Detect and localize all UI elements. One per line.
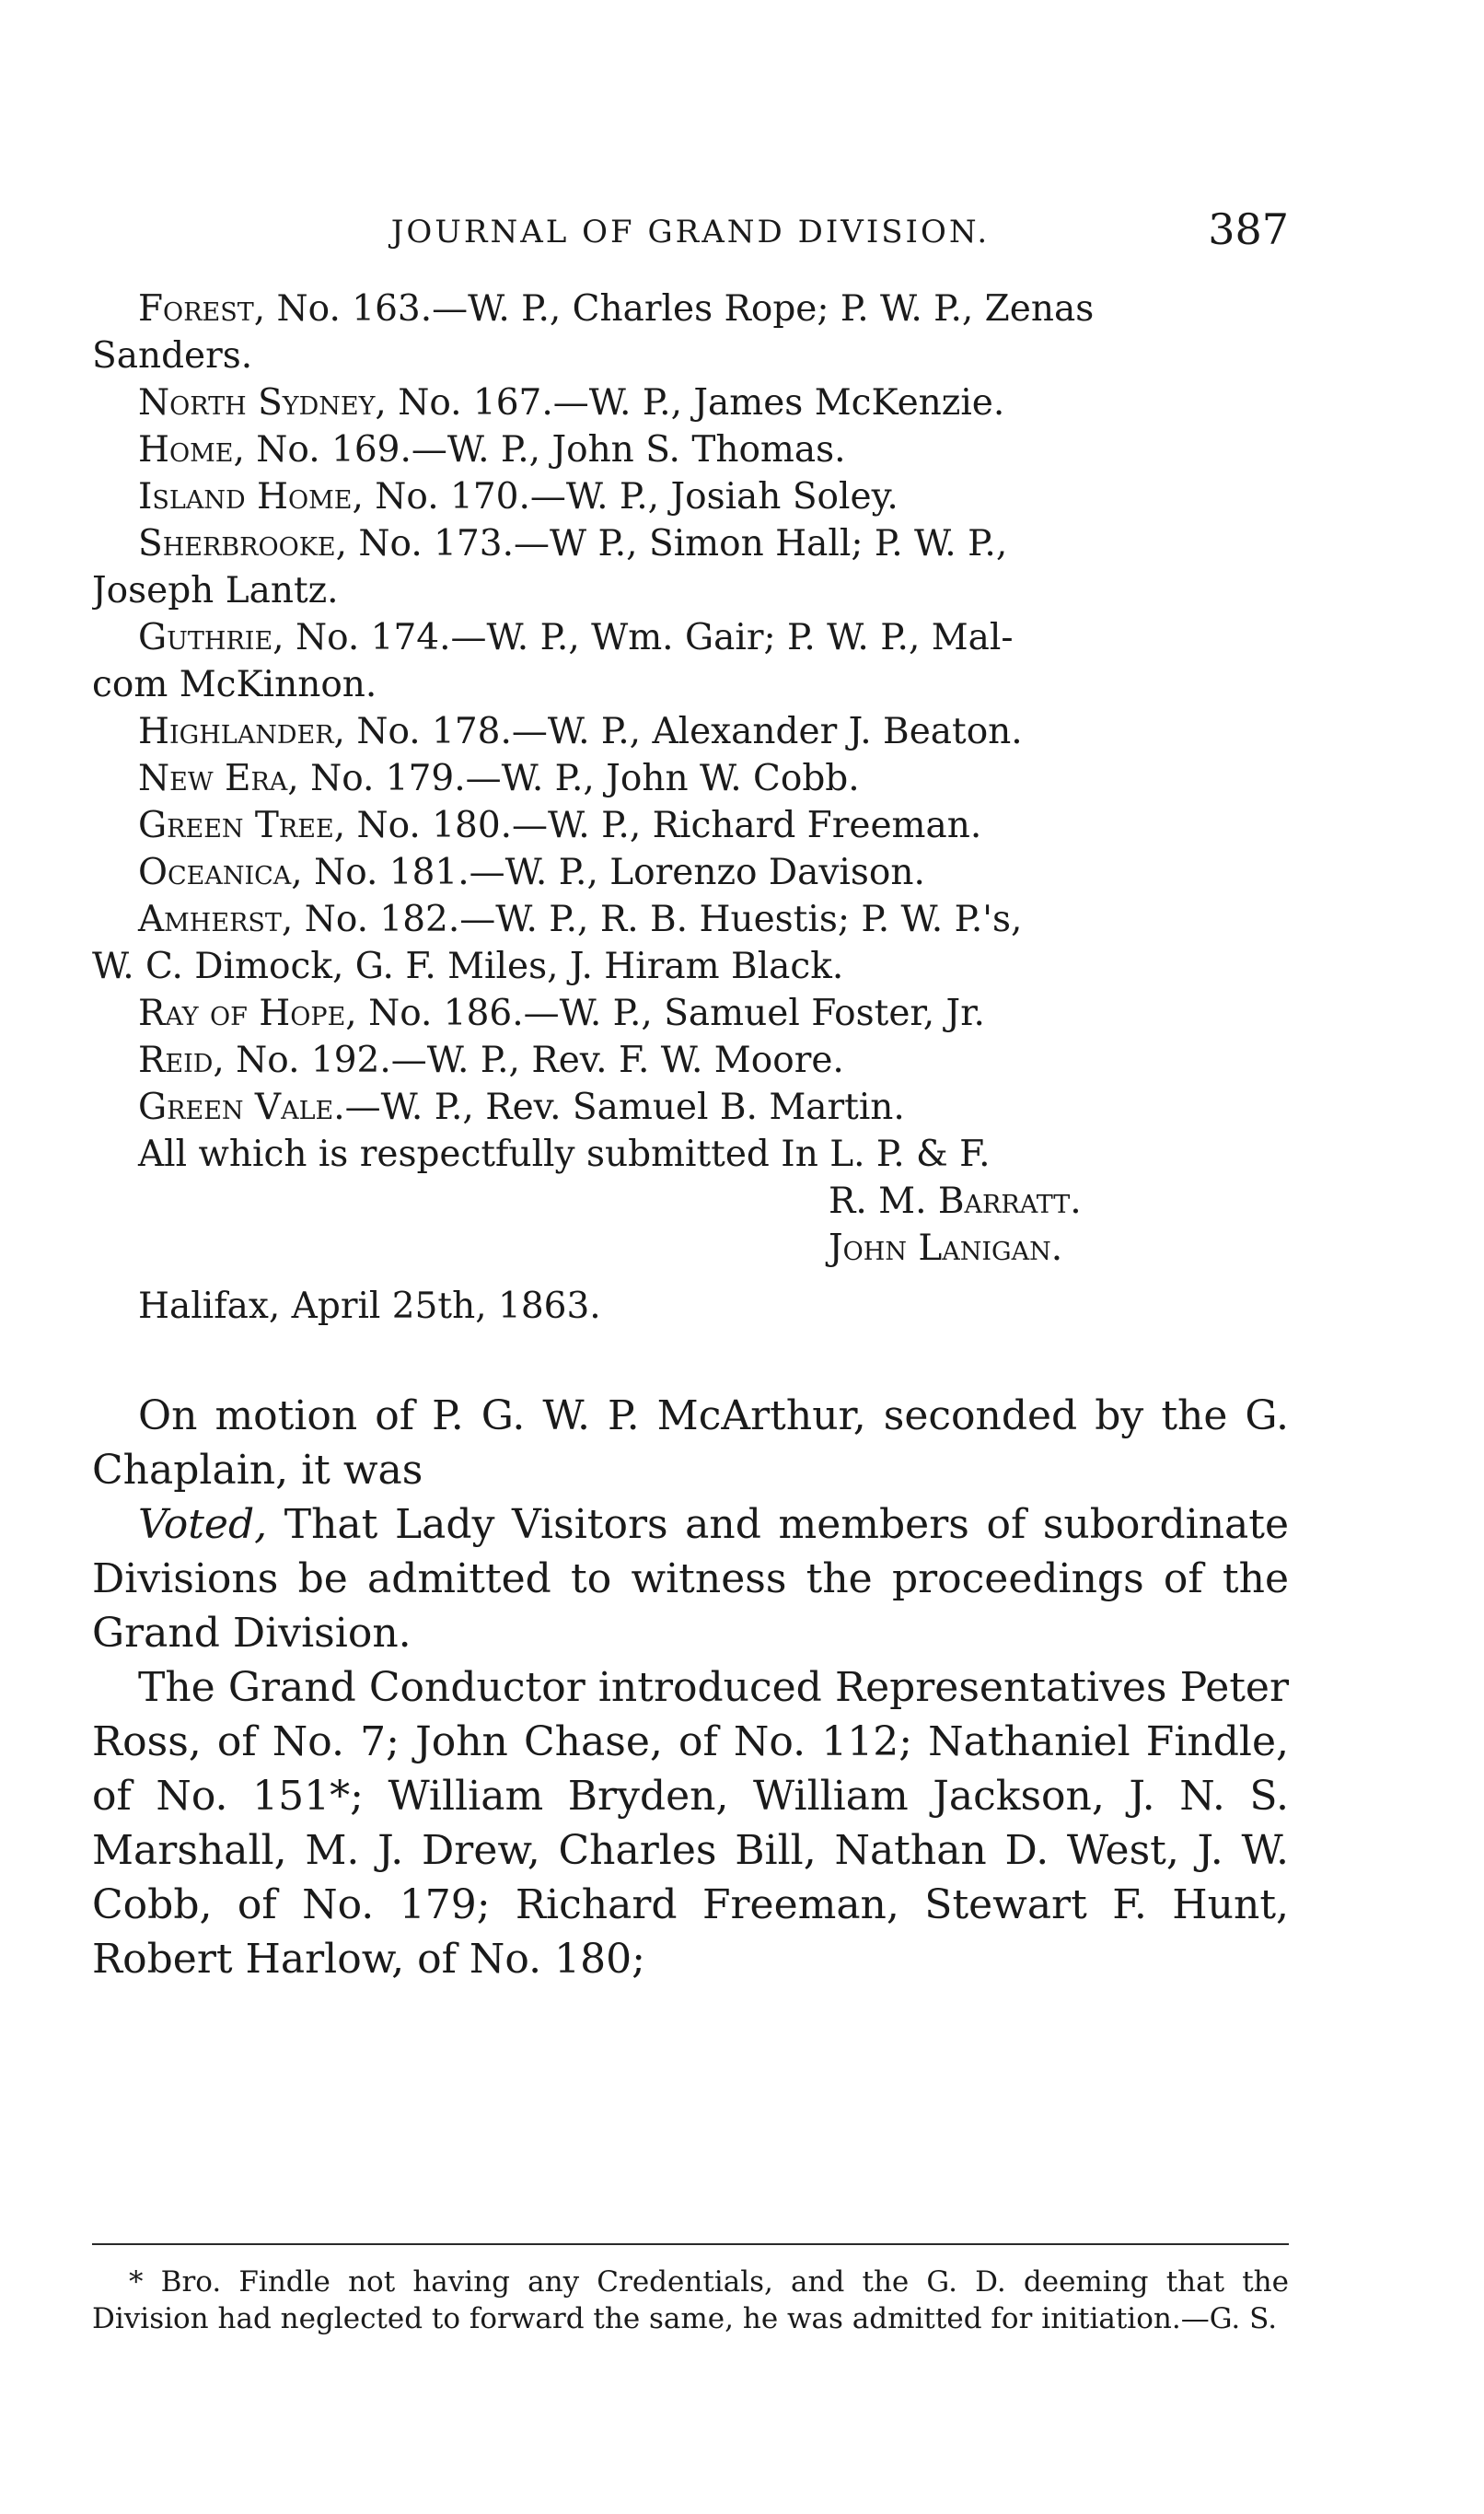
- signature: R. M. Barratt.: [829, 1181, 1082, 1222]
- closing-line: All which is respectfully submitted In L. P. & F.: [138, 1134, 991, 1175]
- division-name: Home: [138, 429, 234, 471]
- division-entry: [92, 990, 1289, 1037]
- page-number: 387: [1208, 204, 1289, 254]
- division-entry: [92, 802, 1289, 849]
- division-entry: [92, 379, 1289, 426]
- division-name: Ray of Hope: [138, 993, 346, 1034]
- signatures: [92, 1178, 1289, 1272]
- division-entry-continuation: W. C. Dimock, G. F. Miles, J. Hiram Black.: [92, 946, 844, 987]
- division-entry: [92, 1084, 1289, 1131]
- division-name: Green Tree: [138, 805, 334, 846]
- division-name: Sherbrooke: [138, 523, 336, 564]
- voted-paragraph: [92, 1497, 1289, 1660]
- division-name: Amherst: [138, 899, 282, 940]
- division-officers: , No. 173.—W P., Simon Hall; P. W. P.,: [335, 523, 1008, 564]
- division-entry: [92, 614, 1289, 661]
- division-entry: [92, 285, 1289, 332]
- page-header: [92, 204, 1289, 260]
- division-officers: , No. 181.—W. P., Lorenzo Davison.: [291, 852, 925, 893]
- division-name: New Era: [138, 758, 288, 799]
- footnote: * Bro. Findle not having any Credentials, and the G. D. deeming that the Division had neglected to forward the same, he was admitted for initiation.—G. S.: [92, 2265, 1289, 2335]
- running-head: JOURNAL OF GRAND DIVISION.: [390, 214, 991, 250]
- division-entry-continuation: Sanders.: [92, 335, 253, 377]
- division-name: Green Vale: [138, 1087, 334, 1128]
- voted-word: Voted,: [138, 1501, 268, 1548]
- motion-paragraph: On motion of P. G. W. P. McArthur, seconded by the G. Chaplain, it was: [92, 1392, 1289, 1494]
- division-name: North Sydney: [138, 382, 376, 424]
- division-entry: [92, 426, 1289, 473]
- signature: John Lanigan.: [829, 1228, 1063, 1269]
- division-officers: .—W. P., Rev. Samuel B. Martin.: [333, 1087, 905, 1128]
- division-entry-continuation: Joseph Lantz.: [92, 570, 339, 611]
- division-name: Highlander: [138, 711, 334, 752]
- division-entry-continuation: com McKinnon.: [92, 664, 377, 705]
- division-officers-list: [92, 285, 1289, 1330]
- division-officers: , No. 174.—W. P., Wm. Gair; P. W. P., Mal-: [272, 617, 1014, 658]
- footnote-rule: [92, 2243, 1289, 2245]
- entries-list: [92, 285, 1289, 1131]
- division-name: Reid: [138, 1040, 214, 1081]
- division-entry: [92, 755, 1289, 802]
- division-entry: [92, 473, 1289, 520]
- division-officers: , No. 169.—W. P., John S. Thomas.: [233, 429, 846, 471]
- conductor-paragraph: The Grand Conductor introduced Representatives Peter Ross, of No. 7; John Chase, of No. 112; Nathaniel Findle, of No. 151*; William Bryden, William Jackson, J. N. S. Marshall, M. J. Drew, Charles Bill, Nathan D. West, J. W. Cobb, of No. 179; Richard Freeman, Stewart F. Hunt, Robert Harlow, of No. 180;: [92, 1664, 1289, 1983]
- division-officers: , No. 170.—W. P., Josiah Soley.: [352, 476, 899, 518]
- division-officers: , No. 178.—W. P., Alexander J. Beaton.: [333, 711, 1023, 752]
- division-officers: , No. 186.—W. P., Samuel Foster, Jr.: [345, 993, 985, 1034]
- division-entry: [92, 1037, 1289, 1084]
- division-officers: , No. 182.—W. P., R. B. Huestis; P. W. P.'s,: [281, 899, 1023, 940]
- proceedings-text: [92, 1389, 1289, 1986]
- division-officers: , No. 179.—W. P., John W. Cobb.: [287, 758, 860, 799]
- division-entry: [92, 896, 1289, 943]
- division-entry: [92, 708, 1289, 755]
- division-name: Forest: [138, 288, 254, 330]
- division-entry: [92, 849, 1289, 896]
- division-name: Oceanica: [138, 852, 292, 893]
- dateline: Halifax, April 25th, 1863.: [138, 1286, 601, 1327]
- division-name: Guthrie: [138, 617, 273, 658]
- division-officers: , No. 167.—W. P., James McKenzie.: [375, 382, 1005, 424]
- division-name: Island Home: [138, 476, 353, 518]
- division-officers: , No. 180.—W. P., Richard Freeman.: [333, 805, 982, 846]
- division-officers: , No. 192.—W. P., Rev. F. W. Moore.: [213, 1040, 844, 1081]
- division-officers: , No. 163.—W. P., Charles Rope; P. W. P., Zenas: [253, 288, 1095, 330]
- voted-text: That Lady Visitors and members of subordinate Divisions be admitted to witness the proceedings of the Grand Division.: [92, 1501, 1289, 1657]
- division-entry: [92, 520, 1289, 567]
